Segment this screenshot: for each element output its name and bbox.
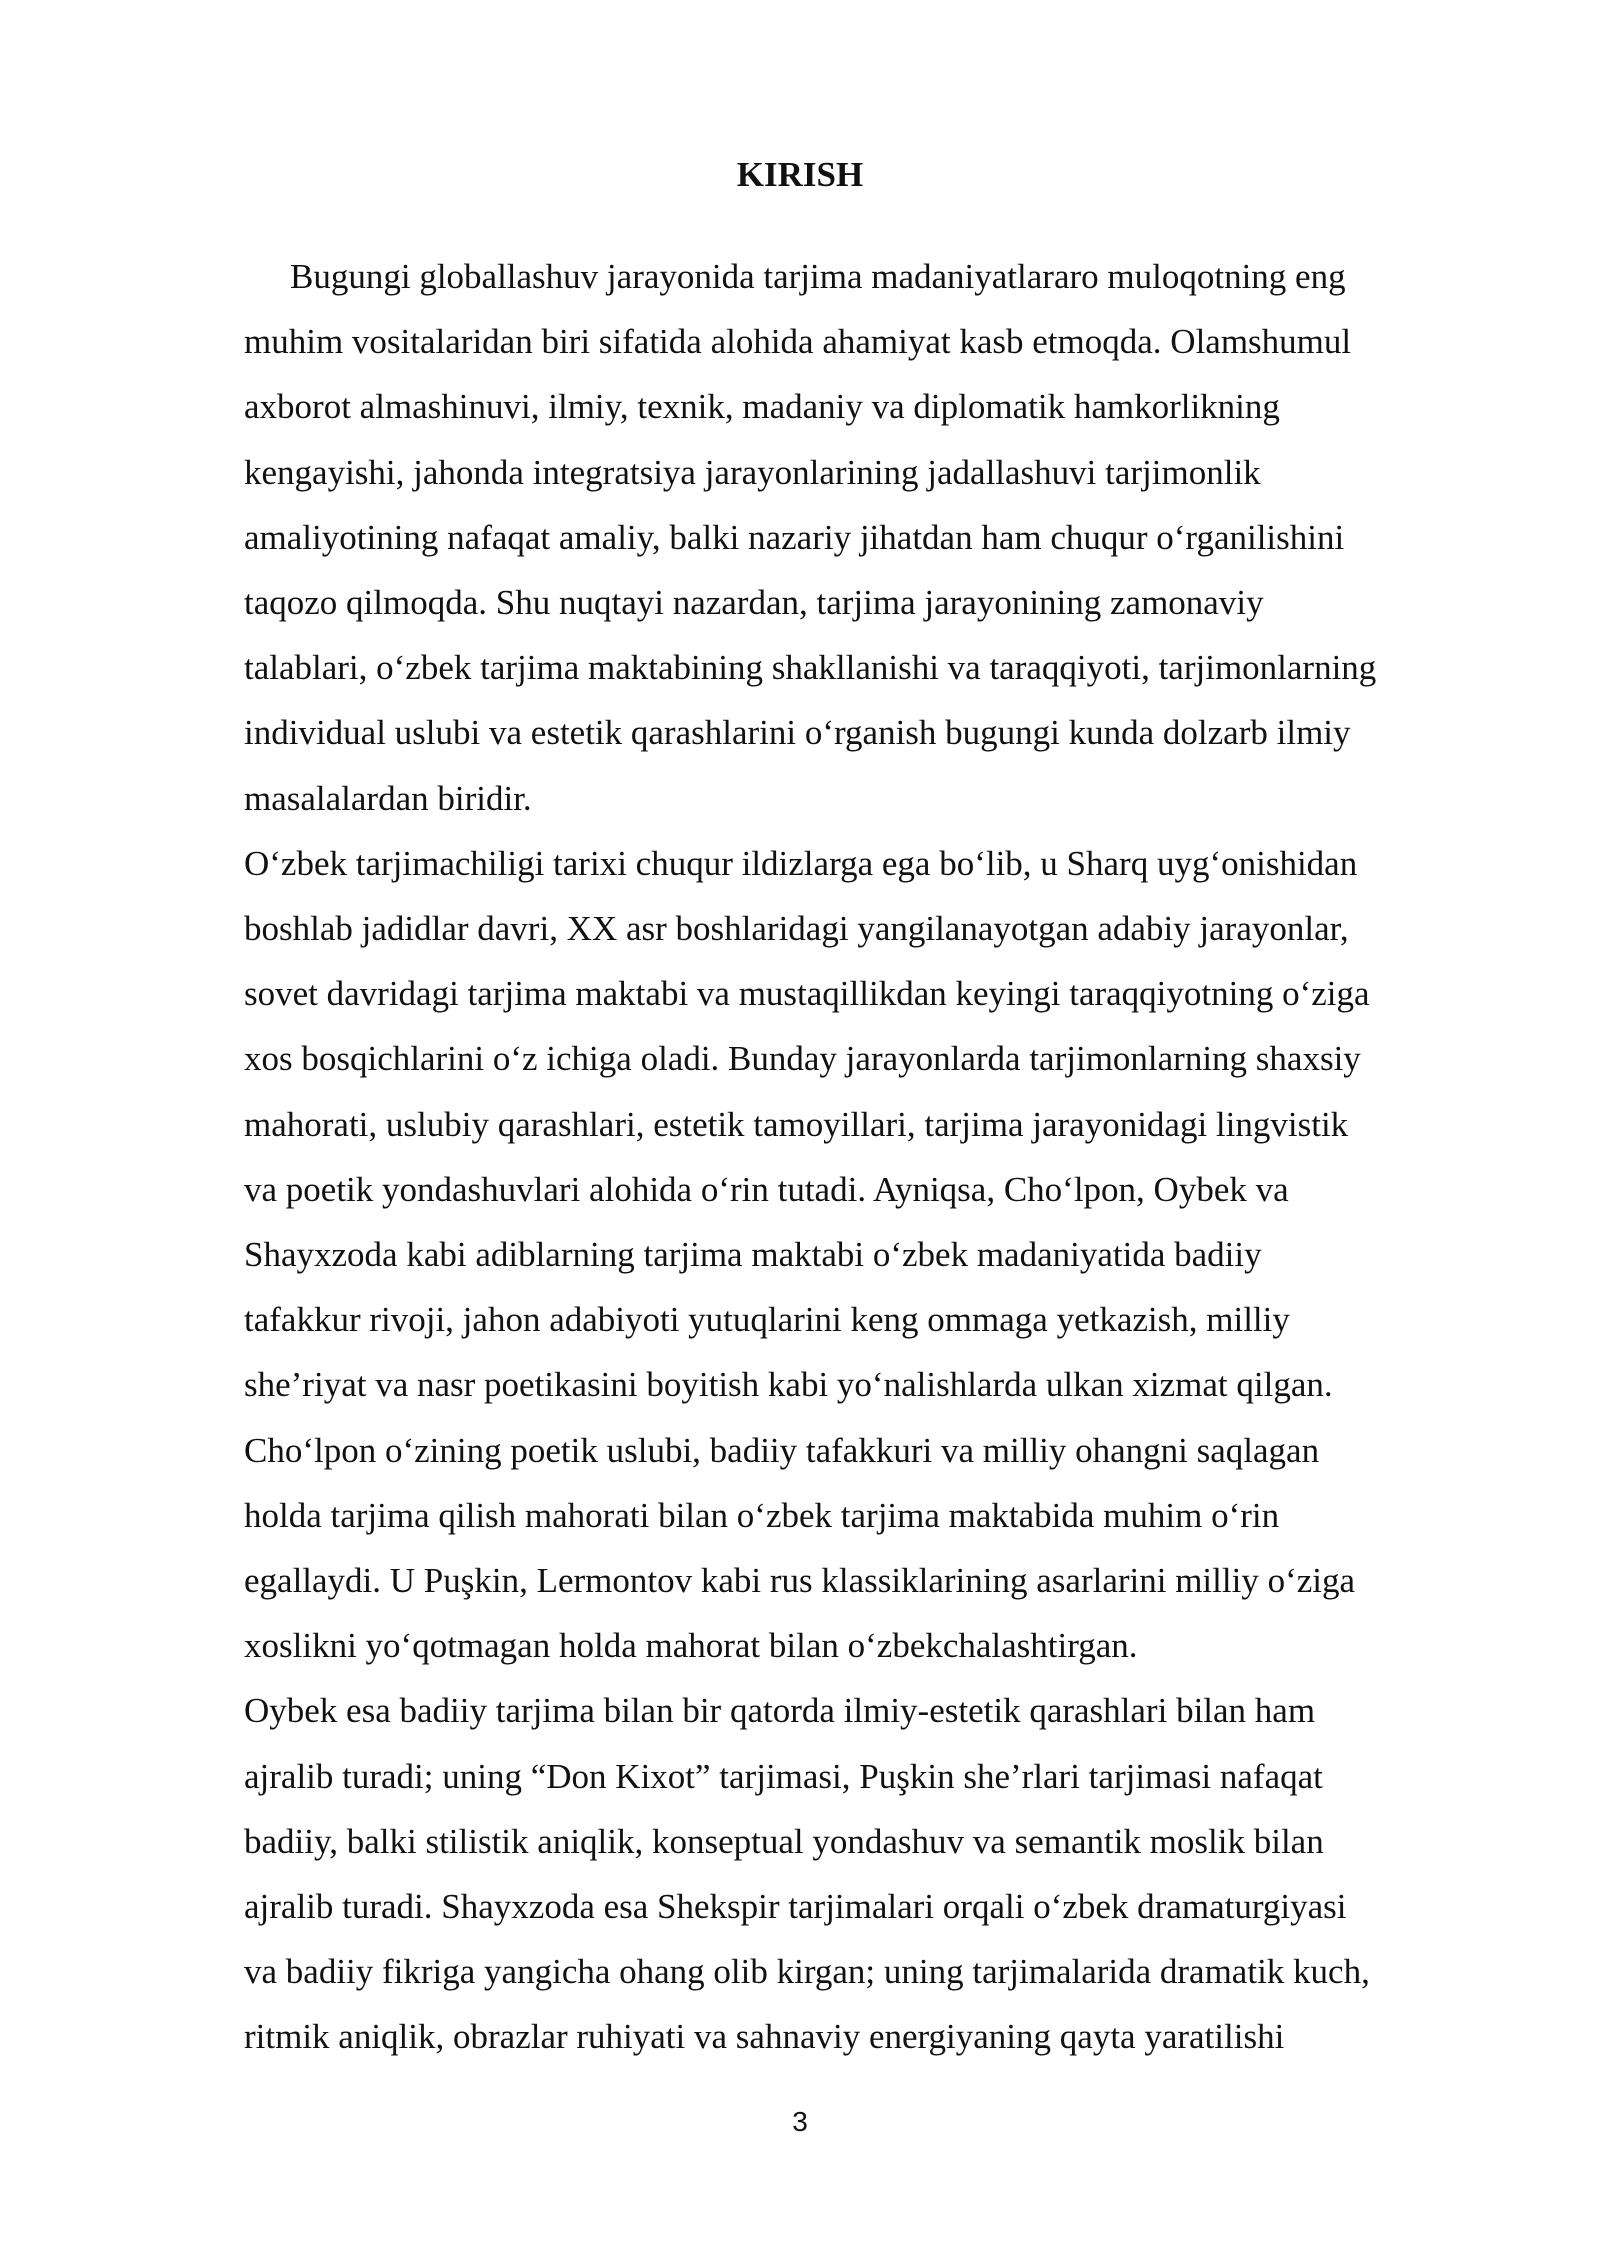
text-line: Cho‘lpon o‘zining poetik uslubi, badiiy tafakkuri va milliy ohangni saqlagan: [244, 1430, 1320, 1470]
text-line: she’riyat va nasr poetikasini boyitish kabi yo‘nalishlarda ulkan xizmat qilgan.: [244, 1365, 1333, 1405]
text-line: individual uslubi va estetik qarashlarini o‘rganish bugungi kunda dolzarb ilmiy: [244, 713, 1351, 753]
text-line: Bugungi globallashuv jarayonida tarjima madaniyatlararo muloqotning eng: [290, 257, 1346, 296]
text-line: kengayishi, jahonda integratsiya jarayonlarining jadallashuvi tarjimonlik: [244, 452, 1261, 492]
text-line: va poetik yondashuvlari alohida o‘rin tutadi. Ayniqsa, Cho‘lpon, Oybek va: [244, 1169, 1289, 1209]
text-line: badiiy, balki stilistik aniqlik, konseptual yondashuv va semantik moslik bilan: [244, 1821, 1324, 1861]
text-line: egallaydi. U Puşkin, Lermontov kabi rus klassiklarining asarlarini milliy o‘ziga: [244, 1561, 1356, 1601]
text-line: ritmik aniqlik, obrazlar ruhiyati va sahnaviy energiyaning qayta yaratilishi: [244, 2017, 1285, 2057]
text-line: mahorati, uslubiy qarashlari, estetik tamoyillari, tarjima jarayonidagi lingvistik: [244, 1104, 1349, 1144]
text-line: O‘zbek tarjimachiligi tarixi chuqur ildizlarga ega bo‘lib, u Sharq uyg‘onishidan: [244, 843, 1358, 883]
text-line: ajralib turadi. Shayxzoda esa Shekspir tarjimalari orqali o‘zbek dramaturgiyasi: [244, 1887, 1347, 1927]
text-line: taqozo qilmoqda. Shu nuqtayi nazardan, tarjima jarayonining zamonaviy: [244, 583, 1264, 623]
text-line: ajralib turadi; uning “Don Kixot” tarjimasi, Puşkin she’rlari tarjimasi nafaqat: [244, 1756, 1323, 1796]
body-text: [244, 244, 1484, 2070]
text-line: axborot almashinuvi, ilmiy, texnik, madaniy va diplomatik hamkorlikning: [244, 387, 1280, 427]
text-line: masalalardan biridir.: [244, 778, 532, 818]
text-line: amaliyotining nafaqat amaliy, balki nazariy jihatdan ham chuqur o‘rganilishini: [244, 517, 1345, 557]
text-line: muhim vositalaridan biri sifatida alohida ahamiyat kasb etmoqda. Olamshumul: [244, 322, 1352, 362]
text-line: tafakkur rivoji, jahon adabiyoti yutuqlarini keng ommaga yetkazish, milliy: [244, 1300, 1290, 1340]
text-line: xos bosqichlarini o‘z ichiga oladi. Bunday jarayonlarda tarjimonlarning shaxsiy: [244, 1039, 1361, 1079]
text-line: boshlab jadidlar davri, XX asr boshlaridagi yangilanayotgan adabiy jarayonlar,: [244, 909, 1349, 949]
text-line: sovet davridagi tarjima maktabi va mustaqillikdan keyingi taraqqiyotning o‘ziga: [244, 974, 1370, 1014]
page-number: 3: [792, 2106, 808, 2137]
text-line: va badiiy fikriga yangicha ohang olib kirgan; uning tarjimalarida dramatik kuch,: [244, 1952, 1370, 1992]
text-line: Shayxzoda kabi adiblarning tarjima maktabi o‘zbek madaniyatida badiiy: [244, 1235, 1262, 1275]
text-line: xoslikni yo‘qotmagan holda mahorat bilan o‘zbekchalashtirgan.: [244, 1626, 1138, 1666]
text-line: Oybek esa badiiy tarjima bilan bir qatorda ilmiy-estetik qarashlari bilan ham: [244, 1691, 1316, 1731]
page-title: KIRISH: [736, 155, 864, 194]
text-line: talablari, o‘zbek tarjima maktabining shakllanishi va taraqqiyoti, tarjimonlarning: [244, 648, 1377, 688]
text-line: holda tarjima qilish mahorati bilan o‘zbek tarjima maktabida muhim o‘rin: [244, 1495, 1280, 1535]
